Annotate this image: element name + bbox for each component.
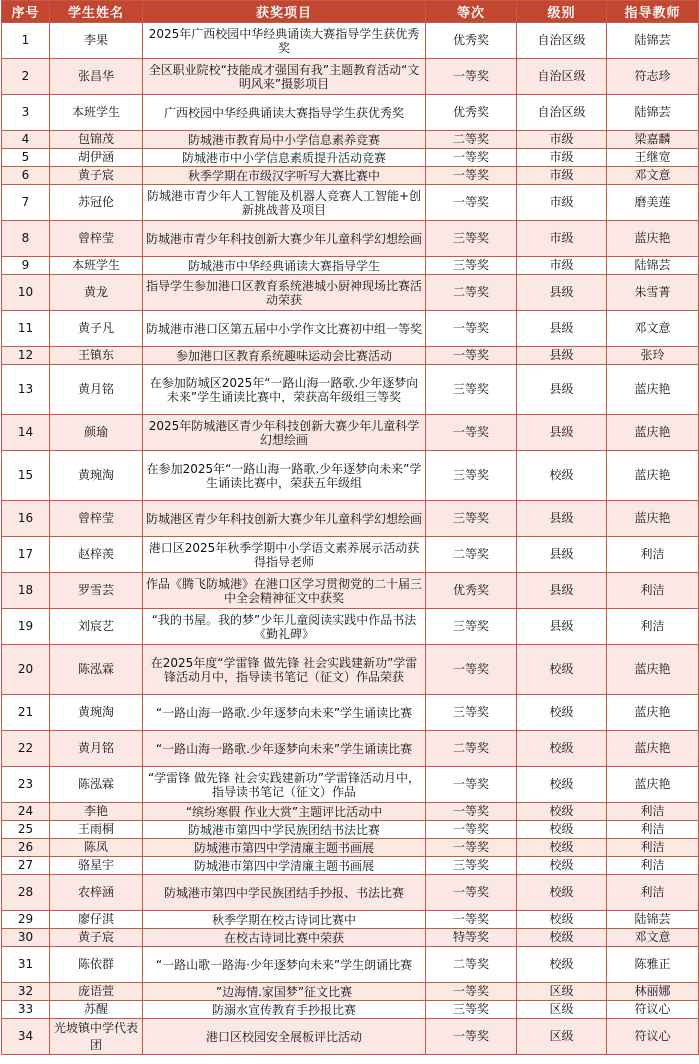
table-row xyxy=(2,537,699,573)
teacher-name: 蓝庆艳 xyxy=(607,767,699,803)
award-grade: 一等奖 xyxy=(426,803,517,821)
award-project: “我的书屋。我的梦”少年儿童阅读实践中作品书法《勤礼碑》 xyxy=(143,609,426,645)
teacher-name: 梁嘉麟 xyxy=(607,131,699,149)
award-grade: 三等奖 xyxy=(426,695,517,731)
teacher-name: 陆锦芸 xyxy=(607,257,699,275)
table-row xyxy=(2,185,699,221)
award-grade: 一等奖 xyxy=(426,983,517,1001)
table-row xyxy=(2,731,699,767)
award-grade: 二等奖 xyxy=(426,275,517,311)
row-number: 34 xyxy=(2,1019,50,1055)
award-grade: 一等奖 xyxy=(426,311,517,347)
award-grade: 三等奖 xyxy=(426,857,517,875)
student-name: 黄琬淘 xyxy=(50,451,143,501)
award-project: 全区职业院校“技能成才强国有我”主题教育活动“文明风来”摄影项目 xyxy=(143,59,426,95)
award-project: 防城港市第四中学清廉主题书画展 xyxy=(143,857,426,875)
student-name: 曾梓莹 xyxy=(50,501,143,537)
award-level: 县级 xyxy=(517,347,607,365)
award-grade: 优秀奖 xyxy=(426,573,517,609)
row-number: 4 xyxy=(2,131,50,149)
award-project: 2025年广西校园中华经典诵读大赛指导学生获优秀奖 xyxy=(143,23,426,59)
award-project: 防城港市中华经典诵读大赛指导学生 xyxy=(143,257,426,275)
award-project: ”边海情.家国梦”征文比赛 xyxy=(143,983,426,1001)
header-grade: 等次 xyxy=(426,1,517,23)
table-row xyxy=(2,767,699,803)
award-project: 作品《腾飞防城港》在港口区学习贯彻党的二十届三中全会精神征文中获奖 xyxy=(143,573,426,609)
student-name: 颜瑜 xyxy=(50,415,143,451)
award-project: 防城港市第四中学民族团结书法比赛 xyxy=(143,821,426,839)
table-row xyxy=(2,167,699,185)
table-row xyxy=(2,149,699,167)
student-name: 包锦茂 xyxy=(50,131,143,149)
award-grade: 优秀奖 xyxy=(426,23,517,59)
student-name: 本班学生 xyxy=(50,95,143,131)
table-row xyxy=(2,929,699,947)
award-project: “缤纷寒假 作业大赏”主题评比活动中 xyxy=(143,803,426,821)
teacher-name: 邓文意 xyxy=(607,167,699,185)
student-name: 李果 xyxy=(50,23,143,59)
student-name: 胡伊涵 xyxy=(50,149,143,167)
award-project: 在校古诗词比赛中荣获 xyxy=(143,929,426,947)
award-project: 秋季学期在校古诗词比赛中 xyxy=(143,911,426,929)
row-number: 5 xyxy=(2,149,50,167)
row-number: 32 xyxy=(2,983,50,1001)
row-number: 31 xyxy=(2,947,50,983)
award-project: 港口区2025年秋季学期中小学语文素养展示活动获得指导老师 xyxy=(143,537,426,573)
teacher-name: 蓝庆艳 xyxy=(607,415,699,451)
award-grade: 一等奖 xyxy=(426,1019,517,1055)
award-level: 自治区级 xyxy=(517,59,607,95)
header-no: 序号 xyxy=(2,1,50,23)
award-grade: 特等奖 xyxy=(426,929,517,947)
teacher-name: 符议心 xyxy=(607,1001,699,1019)
award-project: “一路山海一路歌.少年逐梦向未来”学生诵读比赛 xyxy=(143,731,426,767)
student-name: 庞语萱 xyxy=(50,983,143,1001)
student-name: 曾梓莹 xyxy=(50,221,143,257)
award-grade: 一等奖 xyxy=(426,167,517,185)
row-number: 16 xyxy=(2,501,50,537)
row-number: 17 xyxy=(2,537,50,573)
student-name: 王镇东 xyxy=(50,347,143,365)
award-grade: 一等奖 xyxy=(426,821,517,839)
table-row xyxy=(2,221,699,257)
award-level: 自治区级 xyxy=(517,95,607,131)
teacher-name: 陈雅正 xyxy=(607,947,699,983)
student-name: 陈泓霖 xyxy=(50,767,143,803)
award-grade: 二等奖 xyxy=(426,537,517,573)
row-number: 30 xyxy=(2,929,50,947)
teacher-name: 林丽娜 xyxy=(607,983,699,1001)
award-grade: 三等奖 xyxy=(426,451,517,501)
award-project: 防城港市青少年人工智能及机器人竞赛人工智能+创新挑战普及项目 xyxy=(143,185,426,221)
table-row xyxy=(2,911,699,929)
award-project: 防城港市第四中学民族团结手抄报、书法比赛 xyxy=(143,875,426,911)
header-award-project: 获奖项目 xyxy=(143,1,426,23)
teacher-name: 利洁 xyxy=(607,857,699,875)
award-project: “学雷锋 做先锋 社会实践建新功”学雷锋活动月中，指导读书笔记（征文）作品 xyxy=(143,767,426,803)
student-name: 廖仔淇 xyxy=(50,911,143,929)
row-number: 27 xyxy=(2,857,50,875)
table-row xyxy=(2,1001,699,1019)
row-number: 9 xyxy=(2,257,50,275)
table-row xyxy=(2,695,699,731)
row-number: 22 xyxy=(2,731,50,767)
student-name: 黄月铭 xyxy=(50,365,143,415)
awards-table xyxy=(1,0,699,1055)
student-name: 苏冠伦 xyxy=(50,185,143,221)
row-number: 3 xyxy=(2,95,50,131)
award-project: 防城港市中小学信息素质提升活动竞赛 xyxy=(143,149,426,167)
award-grade: 二等奖 xyxy=(426,131,517,149)
teacher-name: 符志珍 xyxy=(607,59,699,95)
teacher-name: 张玲 xyxy=(607,347,699,365)
award-level: 县级 xyxy=(517,573,607,609)
award-project: “一路山歌一路海·少年逐梦向未来”学生朗诵比赛 xyxy=(143,947,426,983)
award-project: 广西校园中华经典诵读大赛指导学生获优秀奖 xyxy=(143,95,426,131)
award-level: 校级 xyxy=(517,645,607,695)
teacher-name: 朱雪菁 xyxy=(607,275,699,311)
student-name: 赵梓羡 xyxy=(50,537,143,573)
award-level: 自治区级 xyxy=(517,23,607,59)
award-project: 在参加防城区2025年“一路山海一路歌.少年逐梦向未来”学生诵读比赛中，荣获高年级组三等奖 xyxy=(143,365,426,415)
award-level: 市级 xyxy=(517,257,607,275)
teacher-name: 利洁 xyxy=(607,803,699,821)
award-grade: 一等奖 xyxy=(426,149,517,167)
award-grade: 一等奖 xyxy=(426,767,517,803)
award-level: 区级 xyxy=(517,1001,607,1019)
award-grade: 三等奖 xyxy=(426,501,517,537)
student-name: 黄子宸 xyxy=(50,929,143,947)
header-teacher: 指导教师 xyxy=(607,1,699,23)
row-number: 15 xyxy=(2,451,50,501)
table-row xyxy=(2,451,699,501)
award-grade: 二等奖 xyxy=(426,947,517,983)
row-number: 26 xyxy=(2,839,50,857)
row-number: 12 xyxy=(2,347,50,365)
teacher-name: 利洁 xyxy=(607,875,699,911)
award-level: 县级 xyxy=(517,311,607,347)
award-level: 校级 xyxy=(517,821,607,839)
row-number: 19 xyxy=(2,609,50,645)
student-name: 刘宸艺 xyxy=(50,609,143,645)
student-name: 罗雪芸 xyxy=(50,573,143,609)
row-number: 23 xyxy=(2,767,50,803)
row-number: 33 xyxy=(2,1001,50,1019)
row-number: 1 xyxy=(2,23,50,59)
table-row xyxy=(2,839,699,857)
row-number: 6 xyxy=(2,167,50,185)
table-row xyxy=(2,857,699,875)
award-project: 防城港市青少年科技创新大赛少年儿童科学幻想绘画 xyxy=(143,221,426,257)
table-row xyxy=(2,23,699,59)
teacher-name: 蓝庆艳 xyxy=(607,365,699,415)
award-grade: 一等奖 xyxy=(426,645,517,695)
award-level: 县级 xyxy=(517,415,607,451)
table-row xyxy=(2,609,699,645)
award-grade: 一等奖 xyxy=(426,911,517,929)
award-grade: 一等奖 xyxy=(426,415,517,451)
row-number: 13 xyxy=(2,365,50,415)
award-level: 校级 xyxy=(517,767,607,803)
student-name: 张昌华 xyxy=(50,59,143,95)
award-level: 校级 xyxy=(517,929,607,947)
award-grade: 三等奖 xyxy=(426,609,517,645)
award-project: 防溺水宣传教育手抄报比赛 xyxy=(143,1001,426,1019)
award-level: 校级 xyxy=(517,839,607,857)
table-row xyxy=(2,275,699,311)
header-student-name: 学生姓名 xyxy=(50,1,143,23)
student-name: 农梓涵 xyxy=(50,875,143,911)
row-number: 28 xyxy=(2,875,50,911)
table-row xyxy=(2,257,699,275)
teacher-name: 利洁 xyxy=(607,573,699,609)
student-name: 骆星宇 xyxy=(50,857,143,875)
table-row xyxy=(2,645,699,695)
student-name: 王雨桐 xyxy=(50,821,143,839)
row-number: 14 xyxy=(2,415,50,451)
teacher-name: 蓝庆艳 xyxy=(607,731,699,767)
teacher-name: 蓝庆艳 xyxy=(607,645,699,695)
table-row xyxy=(2,365,699,415)
student-name: 陈泓霖 xyxy=(50,645,143,695)
award-project: 防城港区青少年科技创新大赛少年儿童科学幻想绘画 xyxy=(143,501,426,537)
row-number: 21 xyxy=(2,695,50,731)
award-level: 市级 xyxy=(517,131,607,149)
award-grade: 一等奖 xyxy=(426,59,517,95)
teacher-name: 蓝庆艳 xyxy=(607,695,699,731)
student-name: 本班学生 xyxy=(50,257,143,275)
student-name: 光坡镇中学代表团 xyxy=(50,1019,143,1055)
table-row xyxy=(2,95,699,131)
award-project: 在2025年度“学雷锋 做先锋 社会实践建新功”学雷锋活动月中，指导读书笔记（征文）作品荣获 xyxy=(143,645,426,695)
student-name: 黄子宸 xyxy=(50,167,143,185)
row-number: 29 xyxy=(2,911,50,929)
row-number: 10 xyxy=(2,275,50,311)
award-level: 县级 xyxy=(517,537,607,573)
row-number: 7 xyxy=(2,185,50,221)
table-row xyxy=(2,347,699,365)
award-project: 防城港市港口区第五届中小学作文比赛初中组一等奖 xyxy=(143,311,426,347)
award-project: 港口区校园安全展板评比活动 xyxy=(143,1019,426,1055)
row-number: 20 xyxy=(2,645,50,695)
award-level: 县级 xyxy=(517,609,607,645)
award-project: 秋季学期在市级汉字听写大赛比赛中 xyxy=(143,167,426,185)
student-name: 黄龙 xyxy=(50,275,143,311)
teacher-name: 蓝庆艳 xyxy=(607,501,699,537)
table-row xyxy=(2,573,699,609)
award-level: 区级 xyxy=(517,1019,607,1055)
award-grade: 一等奖 xyxy=(426,839,517,857)
student-name: 黄琬淘 xyxy=(50,695,143,731)
student-name: 苏醒 xyxy=(50,1001,143,1019)
teacher-name: 蓝庆艳 xyxy=(607,221,699,257)
teacher-name: 陆锦芸 xyxy=(607,23,699,59)
row-number: 11 xyxy=(2,311,50,347)
student-name: 陈凤 xyxy=(50,839,143,857)
award-project: 2025年防城港区青少年科技创新大赛少年儿童科学幻想绘画 xyxy=(143,415,426,451)
award-level: 校级 xyxy=(517,911,607,929)
header-row xyxy=(2,1,699,23)
award-project: 防城港市第四中学清廉主题书画展 xyxy=(143,839,426,857)
row-number: 18 xyxy=(2,573,50,609)
award-level: 县级 xyxy=(517,365,607,415)
student-name: 黄子凡 xyxy=(50,311,143,347)
row-number: 24 xyxy=(2,803,50,821)
teacher-name: 陆锦芸 xyxy=(607,95,699,131)
award-level: 区级 xyxy=(517,983,607,1001)
table-row xyxy=(2,875,699,911)
award-level: 市级 xyxy=(517,221,607,257)
teacher-name: 利洁 xyxy=(607,609,699,645)
award-project: 防城港市教育局中小学信息素养竞赛 xyxy=(143,131,426,149)
award-level: 校级 xyxy=(517,451,607,501)
award-level: 校级 xyxy=(517,803,607,821)
award-project: 指导学生参加港口区教育系统港城小厨神现场比赛活动荣获 xyxy=(143,275,426,311)
teacher-name: 邓文意 xyxy=(607,311,699,347)
table-body xyxy=(2,23,699,1055)
table-row xyxy=(2,1019,699,1055)
row-number: 2 xyxy=(2,59,50,95)
table-row xyxy=(2,415,699,451)
teacher-name: 蓝庆艳 xyxy=(607,451,699,501)
table-row xyxy=(2,501,699,537)
teacher-name: 邓文意 xyxy=(607,929,699,947)
teacher-name: 利洁 xyxy=(607,821,699,839)
award-level: 市级 xyxy=(517,185,607,221)
award-grade: 三等奖 xyxy=(426,221,517,257)
teacher-name: 利洁 xyxy=(607,839,699,857)
table-row xyxy=(2,803,699,821)
table-row xyxy=(2,947,699,983)
teacher-name: 陆锦芸 xyxy=(607,911,699,929)
award-level: 校级 xyxy=(517,875,607,911)
header-level: 级别 xyxy=(517,1,607,23)
award-level: 校级 xyxy=(517,947,607,983)
award-level: 县级 xyxy=(517,275,607,311)
row-number: 25 xyxy=(2,821,50,839)
award-level: 校级 xyxy=(517,731,607,767)
award-level: 市级 xyxy=(517,167,607,185)
award-grade: 一等奖 xyxy=(426,185,517,221)
table-row xyxy=(2,131,699,149)
award-grade: 二等奖 xyxy=(426,731,517,767)
row-number: 8 xyxy=(2,221,50,257)
award-project: “一路山海一路歌.少年逐梦向未来”学生诵读比赛 xyxy=(143,695,426,731)
student-name: 陈依群 xyxy=(50,947,143,983)
award-level: 县级 xyxy=(517,501,607,537)
teacher-name: 利洁 xyxy=(607,537,699,573)
award-project: 参加港口区教育系统趣味运动会比赛活动 xyxy=(143,347,426,365)
award-grade: 三等奖 xyxy=(426,365,517,415)
award-level: 市级 xyxy=(517,149,607,167)
award-level: 校级 xyxy=(517,695,607,731)
award-grade: 三等奖 xyxy=(426,1001,517,1019)
award-grade: 三等奖 xyxy=(426,257,517,275)
table-row xyxy=(2,59,699,95)
award-project: 在参加2025年“一路山海一路歌.少年逐梦向未来”学生诵读比赛中，荣获五年级组 xyxy=(143,451,426,501)
student-name: 李艳 xyxy=(50,803,143,821)
student-name: 黄月铭 xyxy=(50,731,143,767)
award-grade: 优秀奖 xyxy=(426,95,517,131)
table-row xyxy=(2,821,699,839)
teacher-name: 王继宽 xyxy=(607,149,699,167)
award-level: 校级 xyxy=(517,857,607,875)
teacher-name: 符议心 xyxy=(607,1019,699,1055)
award-grade: 一等奖 xyxy=(426,875,517,911)
table-row xyxy=(2,311,699,347)
table-row xyxy=(2,983,699,1001)
teacher-name: 磨美莲 xyxy=(607,185,699,221)
award-grade: 一等奖 xyxy=(426,347,517,365)
